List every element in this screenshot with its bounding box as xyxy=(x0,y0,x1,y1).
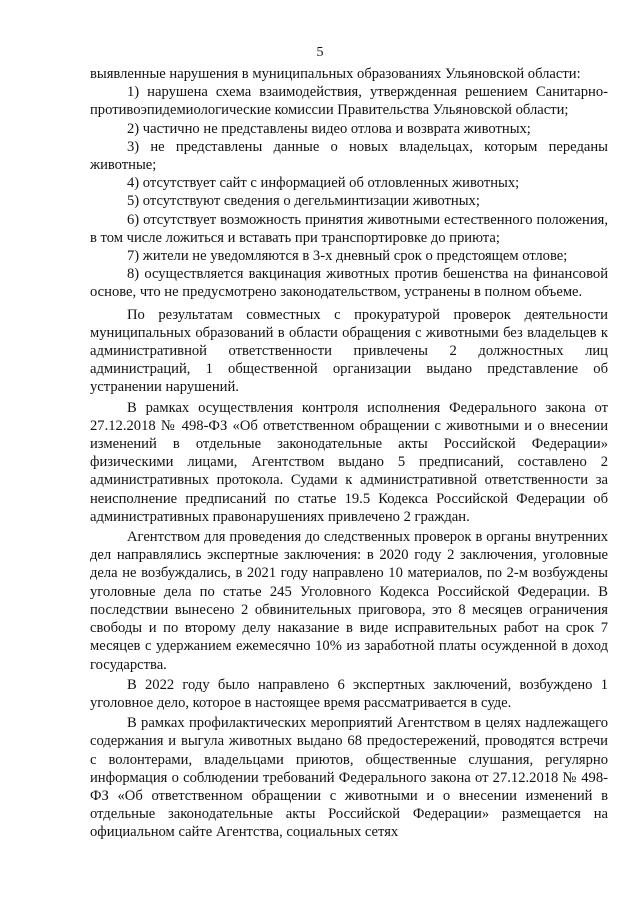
list-item-8: 8) осуществляется вакцинация животных против бешенства на финансовой основе, что не предусмотрено законодательством, устранены в полном объеме. xyxy=(90,266,608,301)
intro-line: выявленные нарушения в муниципальных образованиях Ульяновской области: xyxy=(90,66,581,82)
paragraph-2022: В 2022 году было направлено 6 экспертных заключений, возбуждено 1 уголовное дело, которое в настоящее время рассматривается в суде. xyxy=(90,676,608,711)
paragraph-expert-conclusions: Агентством для проведения до следственных проверок в органы внутренних дел направлялись экспертные заключения: в 2020 году 2 заключения, уголовные дела не возбуждались, в 2021 году направлено 10 материалов, по 2-м возбуждены уголовные дела по статье 245 Уголовного Кодекса Российской Федерации. В последствии вынесено 2 обвинительных приговора, это 8 месяцев ограничения свободы и по второму делу наказание в виде исправительных работ на срок 7 месяцев с удержанием ежемесячно 10% из заработной платы осужденной в доход государства. xyxy=(90,529,608,673)
list-item-7: 7) жители не уведомляются в 3-х дневный срок о предстоящем отлове; xyxy=(127,248,568,265)
list-item-5: 5) отсутствуют сведения о дегельминтизации животных; xyxy=(127,193,480,210)
document-body xyxy=(90,65,608,842)
list-item-2: 2) частично не представлены видео отлова и возврата животных; xyxy=(127,120,531,137)
list-item-6: 6) отсутствует возможность принятия животными естественного положения, в том числе ложиться и вставать при транспортировке до приюта; xyxy=(90,211,608,246)
paragraph-prevention: В рамках профилактических мероприятий Агентством в целях надлежащего содержания и выгула животных выдано 68 предостережений, проводятся встречи с волонтерами, владельцами приютов, общественные слушания, регулярно информация о соблюдении требований Федерального закона от 27.12.2018 № 498-ФЗ «Об ответственном обращении с животными и о внесении изменений в отдельные законодательные акты Российской Федерации» размещается на официальном сайте Агентства, социальных сетях xyxy=(90,715,608,841)
paragraph-federal-law-control: В рамках осуществления контроля исполнения Федерального закона от 27.12.2018 № 498-ФЗ «Об ответственном обращении с животными и о внесении изменений в отдельные законодательные акты Российской Федерации» физическими лицами, Агентством выдано 5 предписаний, составлено 2 административных протокола. Судами к административной ответственности за неисполнение предписаний по статье 19.5 Кодекса Российской Федерации об административных правонарушениях привлечено 2 граждан. xyxy=(90,399,608,525)
paragraph-prosecutor-checks: По результатам совместных с прокуратурой проверок деятельности муниципальных образований в области обращения с животными без владельцев к административной ответственности привлечены 2 должностных лиц администраций, 1 общественной организации выдано представление об устранении нарушений. xyxy=(90,306,608,396)
list-item-3: 3) не представлены данные о новых владельцах, которым переданы животные; xyxy=(90,138,608,174)
list-item-1: 1) нарушена схема взаимодействия, утвержденная решением Санитарно-противоэпидемиологические комиссии Правительства Ульяновской области; xyxy=(90,84,608,119)
page-number: 5 xyxy=(316,45,324,60)
list-item-4: 4) отсутствует сайт с информацией об отловленных животных; xyxy=(127,175,520,192)
